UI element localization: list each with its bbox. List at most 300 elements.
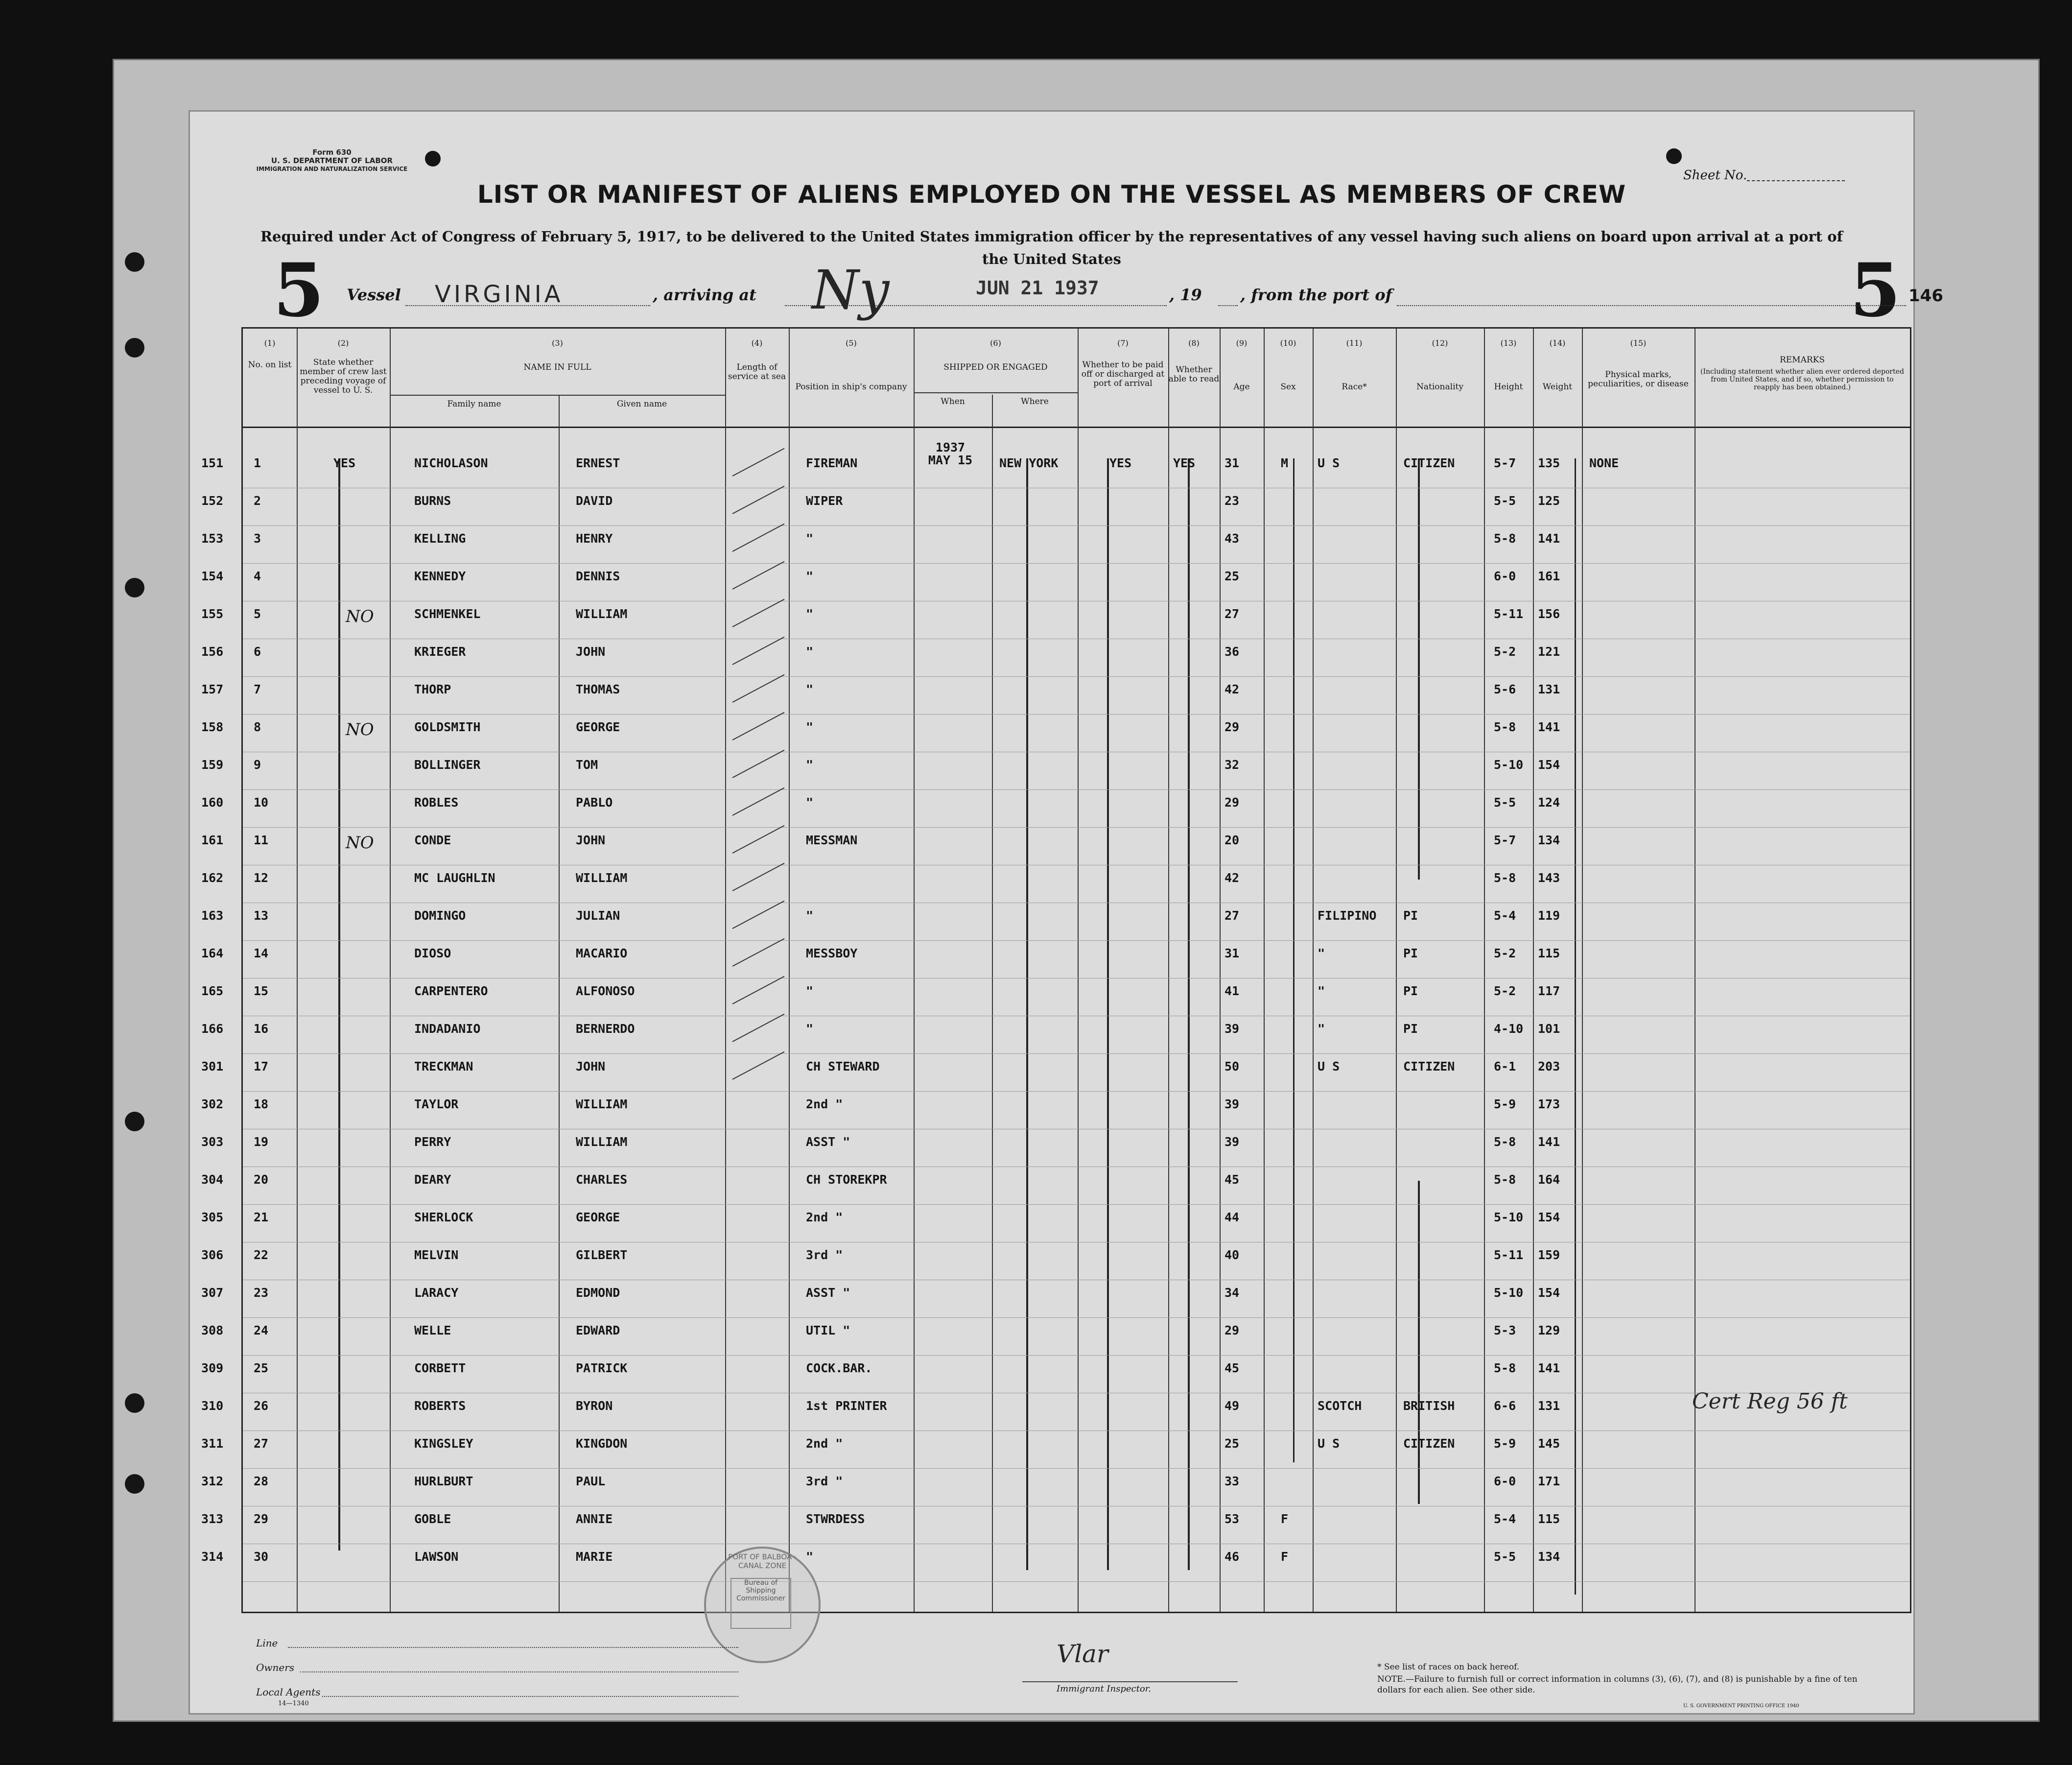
col-head-weight: Weight: [1542, 382, 1573, 392]
col-num-12: (12): [1432, 338, 1448, 348]
family-name: SCHMENKEL: [414, 607, 481, 621]
col-num-13: (13): [1500, 338, 1517, 348]
row-number: 21: [254, 1210, 269, 1224]
ditto-stroke: [1418, 1181, 1420, 1504]
age: 41: [1224, 984, 1240, 998]
remarks: Cert Reg 56 ft: [1692, 1389, 1848, 1414]
given-name: JOHN: [576, 833, 606, 847]
row-number: 29: [254, 1512, 269, 1526]
page-number: 146: [1908, 286, 1943, 306]
race: SCOTCH: [1318, 1399, 1362, 1413]
height: 5-4: [1494, 908, 1516, 923]
given-name: MACARIO: [576, 946, 628, 960]
col-head-position: Position in ship's company: [795, 382, 907, 392]
col-divider: [297, 329, 298, 1612]
age: 34: [1224, 1286, 1240, 1300]
ditto-stroke: [1107, 458, 1109, 1570]
row-rule: [243, 1355, 1910, 1356]
margin-serial: 305: [201, 1210, 224, 1224]
row-rule: [243, 940, 1910, 941]
col-divider: [1533, 329, 1534, 1612]
col-divider: [1582, 329, 1583, 1612]
given-name: JOHN: [576, 1059, 606, 1073]
weight: 121: [1538, 644, 1560, 659]
given-name: THOMAS: [576, 682, 620, 696]
family-name: ROBERTS: [414, 1399, 466, 1413]
row-number: 14: [254, 946, 269, 960]
family-name: CONDE: [414, 833, 451, 847]
given-name: PAUL: [576, 1474, 606, 1488]
col-divider: [1078, 329, 1079, 1612]
punch-hole: [125, 1112, 144, 1131]
row-number: 9: [254, 758, 261, 772]
position: ": [806, 795, 814, 810]
given-name: MARIE: [576, 1550, 613, 1564]
family-name: DEARY: [414, 1172, 451, 1187]
weight: 173: [1538, 1097, 1560, 1111]
margin-serial: 162: [201, 871, 224, 885]
height: 5-5: [1494, 1550, 1516, 1564]
position: ": [806, 607, 814, 621]
height: 5-9: [1494, 1436, 1516, 1451]
col-divider: [1313, 329, 1314, 1612]
given-name: WILLIAM: [576, 607, 628, 621]
printer-note: U. S. GOVERNMENT PRINTING OFFICE 1940: [1683, 1703, 1799, 1709]
nationality: PI: [1403, 1022, 1418, 1036]
nationality: PI: [1403, 908, 1418, 923]
height: 5-9: [1494, 1097, 1516, 1111]
age: 25: [1224, 1436, 1240, 1451]
row-number: 1: [254, 456, 261, 470]
col-head-prev-voyage: State whether member of crew last preceding voyage of vessel to U. S.: [300, 358, 387, 395]
weight: 141: [1538, 1135, 1560, 1149]
service-name: IMMIGRATION AND NATURALIZATION SERVICE: [256, 166, 408, 172]
nationality: CITIZEN: [1403, 456, 1455, 470]
family-name: WELLE: [414, 1323, 451, 1337]
weight: 156: [1538, 607, 1560, 621]
line-field: [288, 1647, 738, 1648]
row-rule: [243, 1581, 1910, 1582]
row-number: 6: [254, 644, 261, 659]
header-rule: [243, 427, 1910, 428]
age: 39: [1224, 1022, 1240, 1036]
age: 39: [1224, 1097, 1240, 1111]
position: ": [806, 1550, 814, 1564]
col-num-3: (3): [552, 338, 563, 348]
given-name: DAVID: [576, 494, 613, 508]
age: 31: [1224, 946, 1240, 960]
given-name: HENRY: [576, 531, 613, 546]
col-divider: [1396, 329, 1397, 1612]
col-head-shipped: SHIPPED OR ENGAGED: [943, 362, 1048, 372]
row-number: 25: [254, 1361, 269, 1375]
position: MESSMAN: [806, 833, 858, 847]
col-divider: [1168, 329, 1169, 1612]
year-label: , 19: [1169, 286, 1202, 304]
row-rule: [243, 1091, 1910, 1092]
physical-marks: NONE: [1589, 456, 1619, 470]
vessel-name: VIRGINIA: [435, 281, 564, 308]
race: ": [1318, 1022, 1325, 1036]
col-head-height: Height: [1494, 382, 1523, 392]
position: ": [806, 984, 814, 998]
position: 2nd ": [806, 1436, 843, 1451]
row-number: 27: [254, 1436, 269, 1451]
given-name: JOHN: [576, 644, 606, 659]
weight: 141: [1538, 531, 1560, 546]
weight: 164: [1538, 1172, 1560, 1187]
height: 5-4: [1494, 1512, 1516, 1526]
family-name: HURLBURT: [414, 1474, 473, 1488]
height: 6-6: [1494, 1399, 1516, 1413]
margin-serial: 156: [201, 644, 224, 659]
weight: 154: [1538, 1210, 1560, 1224]
able-to-read: YES: [1173, 456, 1196, 470]
family-name: SHERLOCK: [414, 1210, 473, 1224]
paid-off: YES: [1109, 456, 1132, 470]
page-title: LIST OR MANIFEST OF ALIENS EMPLOYED ON THE VESSEL AS MEMBERS OF CREW: [477, 180, 1626, 209]
col-divider: [789, 329, 790, 1612]
given-name: ANNIE: [576, 1512, 613, 1526]
col-head-family: Family name: [447, 399, 501, 409]
margin-serial: 151: [201, 456, 224, 470]
given-name: JULIAN: [576, 908, 620, 923]
vessel-row: [347, 286, 401, 304]
family-name: TRECKMAN: [414, 1059, 473, 1073]
service-check-mark: [732, 561, 785, 590]
margin-serial: 160: [201, 795, 224, 810]
height: 5-10: [1494, 1286, 1524, 1300]
row-number: 20: [254, 1172, 269, 1187]
row-rule: [243, 714, 1910, 715]
height: 5-3: [1494, 1323, 1516, 1337]
sheet-number-label: Sheet No.: [1683, 168, 1747, 183]
form-code: 14—1340: [278, 1700, 309, 1707]
position: FIREMAN: [806, 456, 858, 470]
seal-text: PORT OF BALBOA · CANAL ZONE: [728, 1552, 797, 1570]
row-number: 4: [254, 569, 261, 583]
col-num-6: (6): [990, 338, 1001, 348]
family-name: THORP: [414, 682, 451, 696]
ditto-stroke: [1026, 458, 1028, 1570]
weight: 115: [1538, 946, 1560, 960]
position: MESSBOY: [806, 946, 858, 960]
shipped-where: NEW YORK: [999, 456, 1059, 470]
age: 27: [1224, 607, 1240, 621]
age: 25: [1224, 569, 1240, 583]
height: 5-8: [1494, 871, 1516, 885]
port-seal: [704, 1547, 821, 1663]
punch-hole: [1666, 148, 1682, 164]
height: 6-0: [1494, 569, 1516, 583]
given-name: WILLIAM: [576, 1135, 628, 1149]
race: ": [1318, 946, 1325, 960]
position: WIPER: [806, 494, 843, 508]
race: FILIPINO: [1318, 908, 1377, 923]
nationality: CITIZEN: [1403, 1059, 1455, 1073]
height: 5-8: [1494, 531, 1516, 546]
family-name: KINGSLEY: [414, 1436, 473, 1451]
margin-serial: 309: [201, 1361, 224, 1375]
col-head-given: Given name: [616, 399, 667, 409]
weight: 119: [1538, 908, 1560, 923]
height: 5-10: [1494, 758, 1524, 772]
col-num-10: (10): [1280, 338, 1296, 348]
position: ASST ": [806, 1286, 850, 1300]
col-divider: [1484, 329, 1485, 1612]
col-head-age: Age: [1233, 382, 1250, 392]
family-name: DIOSO: [414, 946, 451, 960]
col-num-15: (15): [1630, 338, 1647, 348]
age: 39: [1224, 1135, 1240, 1149]
col-num-2: (2): [337, 338, 349, 348]
row-number: 16: [254, 1022, 269, 1036]
weight: 125: [1538, 494, 1560, 508]
col-head-marks: Physical marks, peculiarities, or disease: [1588, 370, 1689, 389]
family-name: DOMINGO: [414, 908, 466, 923]
arriving-label: , arriving at: [653, 286, 756, 304]
row-number: 23: [254, 1286, 269, 1300]
position: 1st PRINTER: [806, 1399, 887, 1413]
margin-serial: 303: [201, 1135, 224, 1149]
col-divider: [914, 329, 915, 1612]
age: 29: [1224, 720, 1240, 734]
weight: 143: [1538, 871, 1560, 885]
row-number: 18: [254, 1097, 269, 1111]
given-name: EDWARD: [576, 1323, 620, 1337]
weight: 161: [1538, 569, 1560, 583]
row-rule: [243, 676, 1910, 677]
age: 31: [1224, 456, 1240, 470]
row-number: 8: [254, 720, 261, 734]
family-name: MELVIN: [414, 1248, 459, 1262]
weight: 101: [1538, 1022, 1560, 1036]
height: 5-6: [1494, 682, 1516, 696]
given-name: GILBERT: [576, 1248, 628, 1262]
row-number: 2: [254, 494, 261, 508]
family-name: KENNEDY: [414, 569, 466, 583]
service-check-mark: [732, 938, 785, 967]
col-head-when: When: [941, 397, 965, 406]
family-name: KELLING: [414, 531, 466, 546]
service-check-mark: [732, 863, 785, 891]
margin-serial: 165: [201, 984, 224, 998]
margin-serial: 314: [201, 1550, 224, 1564]
given-name: BYRON: [576, 1399, 613, 1413]
weight: 117: [1538, 984, 1560, 998]
row-rule: [243, 1053, 1910, 1054]
stamp-number-right: 5: [1850, 247, 1901, 334]
nationality: CITIZEN: [1403, 1436, 1455, 1451]
position: ASST ": [806, 1135, 850, 1149]
family-name: MC LAUGHLIN: [414, 871, 495, 885]
weight: 145: [1538, 1436, 1560, 1451]
form-header: [239, 148, 425, 173]
inspector-line: [1022, 1681, 1238, 1682]
row-number: 15: [254, 984, 269, 998]
col-divider: [1220, 329, 1221, 1612]
col-num-4: (4): [751, 338, 763, 348]
date-stamp: JUN 21 1937: [976, 277, 1099, 299]
weight: 124: [1538, 795, 1560, 810]
position: COCK.BAR.: [806, 1361, 872, 1375]
punch-hole: [125, 252, 144, 272]
weight: 131: [1538, 1399, 1560, 1413]
given-name: TOM: [576, 758, 598, 772]
service-check-mark: [732, 486, 785, 514]
stamp-number-left: 5: [273, 247, 325, 334]
service-check-mark: [732, 976, 785, 1004]
margin-serial: 302: [201, 1097, 224, 1111]
weight: 203: [1538, 1059, 1560, 1073]
shipped-subrule: [914, 392, 1078, 393]
vessel-label: Vessel: [347, 286, 401, 304]
year-field: [1218, 305, 1238, 306]
age: 45: [1224, 1361, 1240, 1375]
row-rule: [243, 525, 1910, 526]
prev-voyage: YES: [333, 456, 356, 470]
col-head-nationality: Nationality: [1416, 382, 1463, 392]
ditto-stroke: [1188, 458, 1190, 1570]
col-head-race: Race*: [1342, 382, 1367, 392]
agents-label: Local Agents: [256, 1686, 321, 1698]
position: ": [806, 682, 814, 696]
row-number: 22: [254, 1248, 269, 1262]
given-name: BERNERDO: [576, 1022, 635, 1036]
form-number: Form 630: [312, 148, 352, 157]
col-head-paid-off: Whether to be paid off or discharged at port of arrival: [1081, 360, 1165, 388]
name-subrule: [390, 395, 725, 396]
position: UTIL ": [806, 1323, 850, 1337]
col-head-remarks-detail: (Including statement whether alien ever ordered deported from United States, and if so, whether permission to reapply has been obtained.): [1700, 368, 1904, 391]
family-name: INDADANIO: [414, 1022, 481, 1036]
weight: 115: [1538, 1512, 1560, 1526]
race-note: * See list of races on back hereof.: [1377, 1662, 1520, 1672]
family-name: LARACY: [414, 1286, 459, 1300]
height: 5-7: [1494, 833, 1516, 847]
margin-serial: 304: [201, 1172, 224, 1187]
family-name: NICHOLASON: [414, 456, 488, 470]
service-check-mark: [732, 448, 785, 477]
race: ": [1318, 984, 1325, 998]
age: 53: [1224, 1512, 1240, 1526]
age: 32: [1224, 758, 1240, 772]
service-check-mark: [732, 787, 785, 816]
race: U S: [1318, 456, 1340, 470]
margin-serial: 306: [201, 1248, 224, 1262]
col-num-11: (11): [1346, 338, 1363, 348]
age: 50: [1224, 1059, 1240, 1073]
manifest-page: [188, 110, 1943, 1715]
col-head-read: Whether able to read: [1168, 365, 1220, 384]
ditto-stroke: [1293, 458, 1295, 1462]
service-check-mark: [732, 1014, 785, 1042]
margin-serial: 158: [201, 720, 224, 734]
margin-serial: 310: [201, 1399, 224, 1413]
nationality: BRITISH: [1403, 1399, 1455, 1413]
height: 5-10: [1494, 1210, 1524, 1224]
col-divider: [559, 395, 560, 1612]
row-number: 24: [254, 1323, 269, 1337]
row-number: 30: [254, 1550, 269, 1564]
ditto-stroke: [1575, 458, 1576, 1595]
shipped-when: 1937 MAY 15: [928, 440, 973, 467]
service-check-mark: [732, 1051, 785, 1080]
ditto-stroke: [338, 458, 340, 1550]
position: ": [806, 569, 814, 583]
margin-serial: 308: [201, 1323, 224, 1337]
weight: 134: [1538, 833, 1560, 847]
family-name: ROBLES: [414, 795, 459, 810]
age: 49: [1224, 1399, 1240, 1413]
agents-field: [322, 1696, 738, 1697]
weight: 154: [1538, 1286, 1560, 1300]
given-name: ALFONOSO: [576, 984, 635, 998]
punch-hole: [125, 338, 144, 358]
race: U S: [1318, 1059, 1340, 1073]
given-name: DENNIS: [576, 569, 620, 583]
row-number: 11: [254, 833, 269, 847]
col-num-8: (8): [1188, 338, 1200, 348]
race: U S: [1318, 1436, 1340, 1451]
row-number: 28: [254, 1474, 269, 1488]
arriving-port: Ny: [812, 259, 890, 321]
weight: 159: [1538, 1248, 1560, 1262]
margin-serial: 301: [201, 1059, 224, 1073]
given-name: GEORGE: [576, 720, 620, 734]
position: 3rd ": [806, 1248, 843, 1262]
row-rule: [243, 1468, 1910, 1469]
sex: F: [1281, 1512, 1289, 1526]
service-check-mark: [732, 674, 785, 703]
position: CH STEWARD: [806, 1059, 880, 1073]
col-num-9: (9): [1236, 338, 1248, 348]
position: ": [806, 908, 814, 923]
punch-hole: [125, 1393, 144, 1413]
margin-serial: 157: [201, 682, 224, 696]
position: ": [806, 720, 814, 734]
penalty-note: NOTE.—Failure to furnish full or correct information in columns (3), (6), (7), and (8) is punishable by a fine of ten dollars for each alien. See other side.: [1377, 1674, 1858, 1695]
age: 20: [1224, 833, 1240, 847]
height: 6-1: [1494, 1059, 1516, 1073]
col-num-5: (5): [846, 338, 857, 348]
height: 5-11: [1494, 607, 1524, 621]
punch-hole: [425, 151, 441, 167]
margin-serial: 152: [201, 494, 224, 508]
height: 5-2: [1494, 984, 1516, 998]
service-check-mark: [732, 712, 785, 740]
service-check-mark: [732, 524, 785, 552]
punch-hole: [125, 1474, 144, 1494]
col-head-remarks: REMARKS: [1779, 355, 1825, 365]
margin-serial: 163: [201, 908, 224, 923]
col-divider: [390, 329, 391, 1612]
service-check-mark: [732, 901, 785, 929]
given-name: PABLO: [576, 795, 613, 810]
prev-voyage: NO: [346, 720, 374, 739]
row-number: 19: [254, 1135, 269, 1149]
family-name: CORBETT: [414, 1361, 466, 1375]
seal-inner-text: Bureau of Shipping Commissioner: [730, 1578, 791, 1629]
age: 44: [1224, 1210, 1240, 1224]
weight: 141: [1538, 720, 1560, 734]
age: 43: [1224, 531, 1240, 546]
age: 42: [1224, 871, 1240, 885]
position: ": [806, 644, 814, 659]
col-divider: [992, 395, 993, 1612]
service-check-mark: [732, 825, 785, 854]
margin-serial: 164: [201, 946, 224, 960]
